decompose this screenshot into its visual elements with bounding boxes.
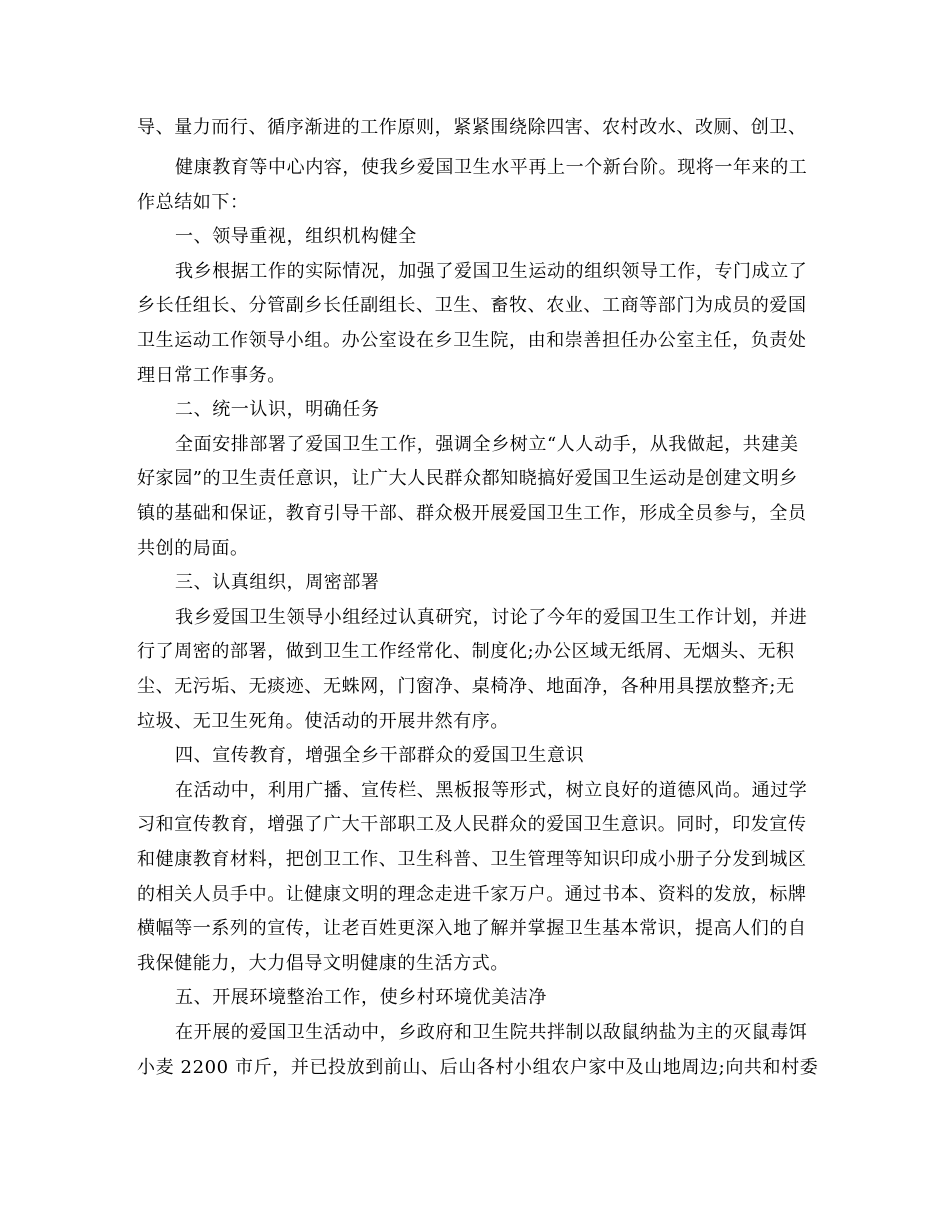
text-line: 我乡根据工作的实际情况，加强了爱国卫生运动的组织领导工作，专门成立了 (175, 261, 808, 282)
section-heading: 二、统一认识，明确任务 (175, 399, 380, 420)
text-line: 镇的基础和保证，教育引导干部、群众极开展爱国卫生工作，形成全员参与，全员 (137, 503, 807, 524)
text-line: 共创的局面。 (137, 538, 249, 559)
text-line: 小麦 2200 市斤，并已投放到前山、后山各村小组农户家中及山地周边;向共和村委 (137, 1057, 819, 1078)
section-heading: 五、开展环境整治工作，使乡村环境优美洁净 (175, 987, 547, 1008)
text-line: 卫生运动工作领导小组。办公室设在乡卫生院，由和崇善担任办公室主任，负责处 (137, 330, 807, 351)
text-line: 习和宣传教育，增强了广大干部职工及人民群众的爱国卫生意识。同时，印发宣传 (137, 814, 807, 835)
section-heading: 三、认真组织，周密部署 (175, 572, 380, 593)
text-line: 在活动中，利用广播、宣传栏、黑板报等形式，树立良好的道德风尚。通过学 (175, 780, 808, 801)
text-line: 我乡爱国卫生领导小组经过认真研究，讨论了今年的爱国卫生工作计划，并进 (175, 607, 808, 628)
text-line: 在开展的爱国卫生活动中，乡政府和卫生院共拌制以敌鼠纳盐为主的灭鼠毒饵 (175, 1022, 808, 1043)
text-line: 和健康教育材料，把创卫工作、卫生科普、卫生管理等知识印成小册子分发到城区 (137, 849, 807, 870)
section-heading: 四、宣传教育，增强全乡干部群众的爱国卫生意识 (175, 745, 585, 766)
text-line: 尘、无污垢、无痰迹、无蛛网，门窗净、桌椅净、地面净，各种用具摆放整齐;无 (137, 676, 795, 697)
text-line: 行了周密的部署，做到卫生工作经常化、制度化;办公区域无纸屑、无烟头、无积 (137, 641, 795, 662)
text-line: 导、量力而行、循序渐进的工作原则，紧紧围绕除四害、农村改水、改厕、创卫、 (137, 117, 807, 138)
section-heading: 一、领导重视，组织机构健全 (175, 226, 417, 247)
text-line: 乡长任组长、分管副乡长任副组长、卫生、畜牧、农业、工商等部门为成员的爱国 (137, 295, 807, 316)
text-line: 的相关人员手中。让健康文明的理念走进千家万户。通过书本、资料的发放，标牌 (137, 884, 807, 905)
text-line: 好家园”的卫生责任意识，让广大人民群众都知晓搞好爱国卫生运动是创建文明乡 (137, 468, 798, 489)
text-line: 横幅等一系列的宣传，让老百姓更深入地了解并掌握卫生基本常识，提高人们的自 (137, 918, 807, 939)
text-line: 理日常工作事务。 (137, 365, 286, 386)
text-line: 全面安排部署了爱国卫生工作，强调全乡树立“人人动手，从我做起，共建美 (175, 434, 799, 455)
text-line: 作总结如下： (137, 192, 249, 213)
text-line: 垃圾、无卫生死角。使活动的开展井然有序。 (137, 711, 509, 732)
text-line: 健康教育等中心内容，使我乡爱国卫生水平再上一个新台阶。现将一年来的工 (175, 157, 808, 178)
text-line: 我保健能力，大力倡导文明健康的生活方式。 (137, 953, 509, 974)
